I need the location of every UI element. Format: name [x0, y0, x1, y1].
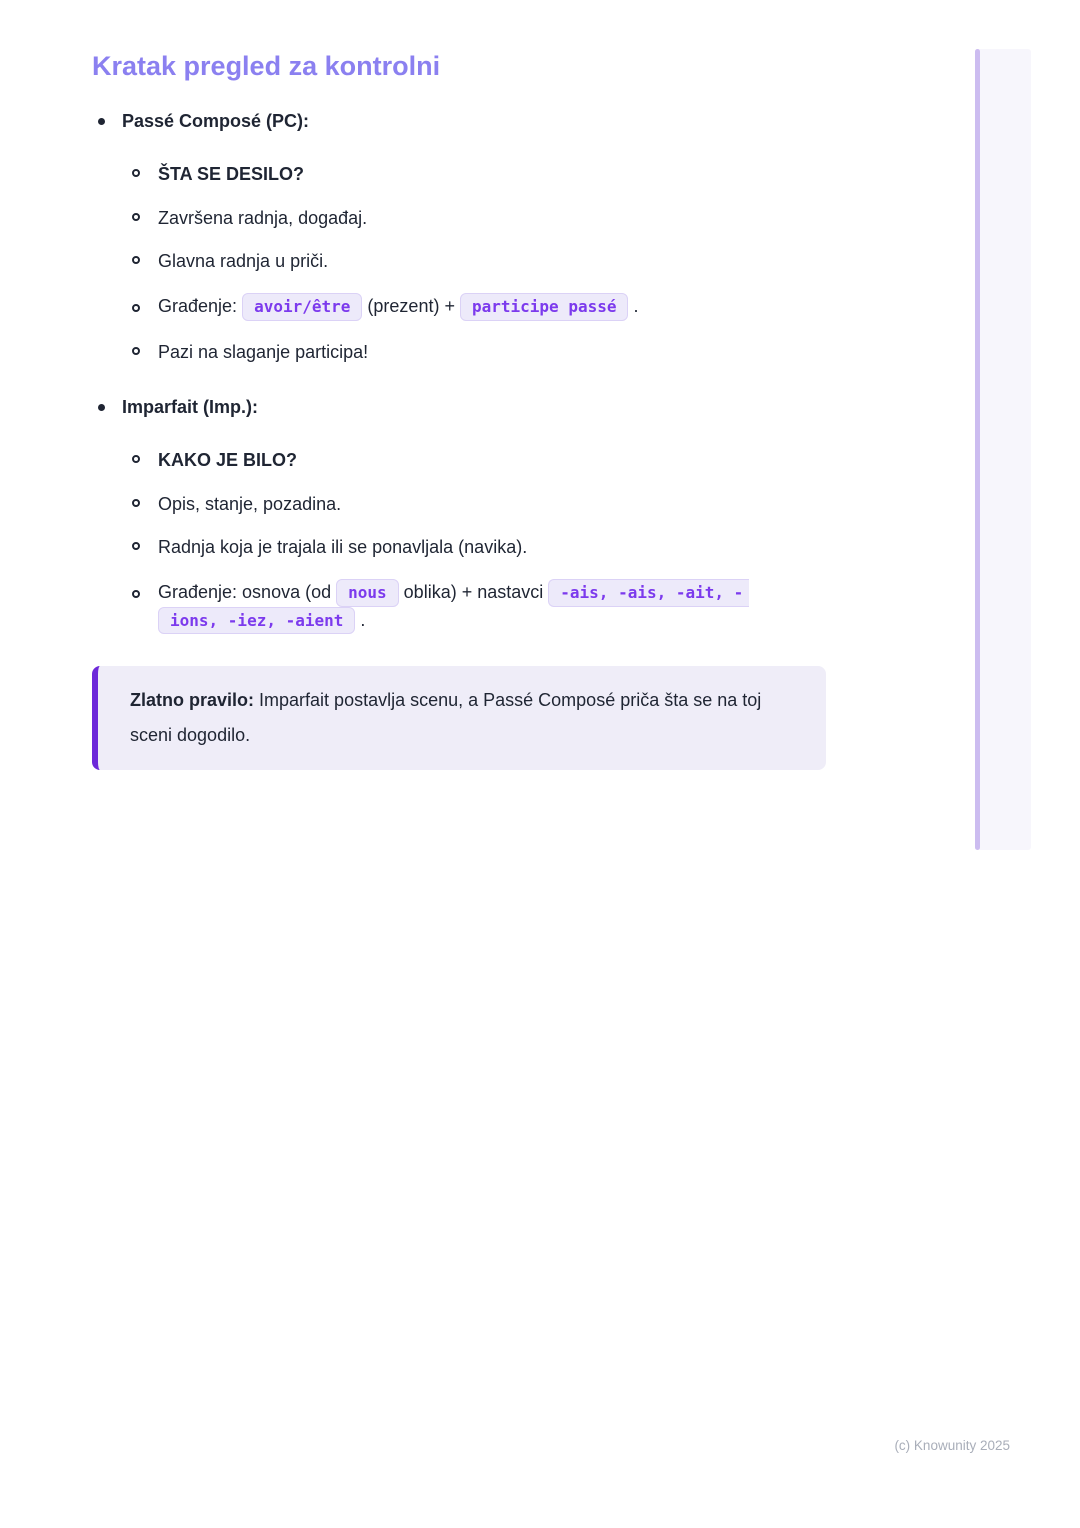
callout-body: Imparfait postavlja scenu, a Passé Composé priča šta se na toj sceni dogodilo. [130, 689, 762, 745]
imp-sublist [122, 449, 826, 634]
code-chip-nous: nous [336, 579, 399, 606]
golden-rule-callout [92, 666, 826, 770]
list-item-passe-compose [92, 110, 826, 364]
imp-build-mid: oblika) + nastavci [403, 582, 544, 603]
list-item [122, 207, 826, 230]
pc-build-label: Građenje: [158, 296, 238, 317]
bullet-circle-icon [132, 542, 140, 550]
imp-point-1: Opis, stanje, pozadina. [158, 493, 342, 514]
pc-question: ŠTA SE DESILO? [158, 164, 305, 185]
outline-list [92, 110, 826, 634]
bullet-circle-icon [132, 590, 140, 598]
imp-build-pre: Građenje: osnova (od [158, 582, 332, 603]
imp-point-2: Radnja koja je trajala ili se ponavljala (navika). [158, 537, 528, 558]
pc-point-2: Glavna radnja u priči. [158, 250, 329, 271]
callout-text [130, 683, 802, 753]
imp-question: KAKO JE BILO? [158, 450, 298, 471]
list-item [122, 250, 826, 273]
bullet-circle-icon [132, 455, 140, 463]
section-title-pc: Passé Composé (PC): [122, 110, 310, 131]
list-item [122, 449, 826, 472]
copyright-footer: (c) Knowunity 2025 [894, 1438, 1010, 1453]
pc-build-period: . [633, 296, 639, 317]
bullet-dot-icon [98, 404, 105, 411]
list-item-imp-formation [122, 579, 826, 633]
list-item [122, 493, 826, 516]
section-title-imp: Imparfait (Imp.): [122, 396, 259, 417]
pc-sublist [122, 163, 826, 364]
code-chip-endings-line2: ions, -iez, -aient [158, 607, 355, 634]
code-chip-endings-line1: -ais, -ais, -ait, - [548, 579, 749, 606]
pc-build-mid: (prezent) + [367, 296, 455, 317]
list-item-pc-formation [122, 293, 826, 320]
list-item [122, 536, 826, 559]
page-title: Kratak pregled za kontrolni [92, 51, 441, 81]
bullet-dot-icon [98, 118, 105, 125]
callout-label: Zlatno pravilo: [130, 689, 255, 710]
list-item [122, 341, 826, 364]
bullet-circle-icon [132, 213, 140, 221]
code-chip-avoir-etre: avoir/être [242, 293, 362, 320]
scrollbar-thumb[interactable] [975, 49, 980, 850]
document-content [92, 50, 826, 770]
bullet-circle-icon [132, 256, 140, 264]
pc-point-3: Pazi na slaganje participa! [158, 341, 369, 362]
bullet-circle-icon [132, 347, 140, 355]
list-item-imparfait [92, 396, 826, 634]
bullet-circle-icon [132, 499, 140, 507]
bullet-circle-icon [132, 304, 140, 312]
imp-build-period: . [360, 609, 366, 630]
right-scroll-track [975, 49, 1031, 850]
code-chip-participe-passe: participe passé [460, 293, 629, 320]
bullet-circle-icon [132, 169, 140, 177]
list-item [122, 163, 826, 186]
pc-point-1: Završena radnja, događaj. [158, 207, 368, 228]
